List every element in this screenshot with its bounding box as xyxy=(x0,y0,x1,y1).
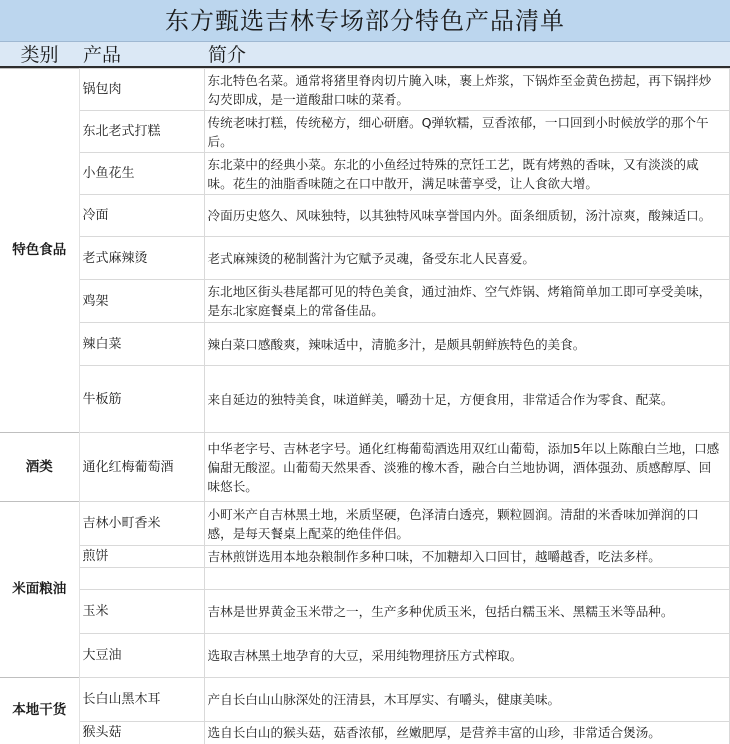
table-row xyxy=(0,153,730,195)
description-cell: 产自长白山山脉深处的汪清县，木耳厚实、有嚼头，健康美味。 xyxy=(204,678,730,722)
product-cell: 冷面 xyxy=(79,195,204,237)
product-cell: 辣白菜 xyxy=(79,323,204,366)
description-cell: 冷面历史悠久、风味独特，以其独特风味享誉国内外。面条细质韧，汤汁凉爽，酸辣适口。 xyxy=(204,195,730,237)
description-cell xyxy=(204,568,730,590)
product-cell: 吉林小町香米 xyxy=(79,502,204,546)
table-body xyxy=(0,68,730,741)
header-product: 产品 xyxy=(83,44,122,66)
table-row xyxy=(0,502,730,546)
table-row xyxy=(0,546,730,568)
description-cell: 选取吉林黑土地孕育的大豆，采用纯物理挤压方式榨取。 xyxy=(204,634,730,678)
header-row xyxy=(0,42,730,68)
description-cell: 老式麻辣烫的秘制酱汁为它赋予灵魂，备受东北人民喜爱。 xyxy=(204,237,730,280)
table-row xyxy=(0,111,730,153)
table-row xyxy=(0,366,730,433)
product-cell: 大豆油 xyxy=(79,634,204,678)
product-cell: 东北老式打糕 xyxy=(79,111,204,153)
product-cell: 锅包肉 xyxy=(79,69,204,111)
header-category: 类别 xyxy=(20,44,59,66)
product-cell: 通化红梅葡萄酒 xyxy=(79,433,204,502)
table-row xyxy=(0,433,730,502)
table-row xyxy=(0,678,730,722)
description-cell: 辣白菜口感酸爽，辣味适中，清脆多汁，是颇具朝鲜族特色的美食。 xyxy=(204,323,730,366)
product-cell: 小鱼花生 xyxy=(79,153,204,195)
product-table xyxy=(0,68,730,744)
product-cell: 老式麻辣烫 xyxy=(79,237,204,280)
description-cell: 吉林煎饼选用本地杂粮制作多种口味，不加糖却入口回甘，越嚼越香，吃法多样。 xyxy=(204,546,730,568)
product-cell: 猴头菇 xyxy=(79,722,204,744)
description-cell: 小町米产自吉林黑土地，米质坚硬，色泽清白透亮，颗粒圆润。清甜的米香味加弹润的口感，是每天餐桌上配菜的绝佳伴侣。 xyxy=(204,502,730,546)
description-cell: 吉林是世界黄金玉米带之一，生产多种优质玉米，包括白糯玉米、黑糯玉米等品种。 xyxy=(204,590,730,634)
product-cell xyxy=(79,568,204,590)
table-row xyxy=(0,195,730,237)
table-row xyxy=(0,280,730,323)
sheet-title: 东方甄选吉林专场部分特色产品清单 xyxy=(0,0,730,42)
header-description: 简介 xyxy=(208,44,247,66)
table-row xyxy=(0,568,730,590)
description-cell: 东北地区街头巷尾都可见的特色美食，通过油炸、空气炸锅、烤箱简单加工即可享受美味，是东北家庭餐桌上的常备佳品。 xyxy=(204,280,730,323)
description-cell: 东北菜中的经典小菜。东北的小鱼经过特殊的烹饪工艺，既有烤熟的香味，又有淡淡的咸味。花生的油脂香味随之在口中散开，满足味蕾享受，让人食欲大增。 xyxy=(204,153,730,195)
table-row xyxy=(0,323,730,366)
product-cell: 牛板筋 xyxy=(79,366,204,433)
table-row xyxy=(0,237,730,280)
category-cell: 米面粮油 xyxy=(0,502,79,678)
product-cell: 玉米 xyxy=(79,590,204,634)
table-row xyxy=(0,722,730,744)
description-cell: 传统老味打糕，传统秘方，细心研磨。Q弹软糯，豆香浓郁，一口回到小时候放学的那个午后。 xyxy=(204,111,730,153)
category-cell: 特色食品 xyxy=(0,69,79,433)
table-row xyxy=(0,590,730,634)
category-cell: 本地干货 xyxy=(0,678,79,744)
table-row xyxy=(0,634,730,678)
table-row xyxy=(0,69,730,111)
description-cell: 东北特色名菜。通常将猪里脊肉切片腌入味，裹上炸浆，下锅炸至金黄色捞起，再下锅拌炒勾芡即成，是一道酸甜口味的菜肴。 xyxy=(204,69,730,111)
product-cell: 长白山黑木耳 xyxy=(79,678,204,722)
category-cell: 酒类 xyxy=(0,433,79,502)
product-cell: 鸡架 xyxy=(79,280,204,323)
product-cell: 煎饼 xyxy=(79,546,204,568)
description-cell: 中华老字号、吉林老字号。通化红梅葡萄酒选用双红山葡萄，添加5年以上陈酿白兰地，口感偏甜无酸涩。山葡萄天然果香、淡雅的橡木香，融合白兰地协调，酒体强劲、质感醇厚、回味悠长。 xyxy=(204,433,730,502)
description-cell: 选自长白山的猴头菇，菇香浓郁，丝嫩肥厚，是营养丰富的山珍，非常适合煲汤。 xyxy=(204,722,730,744)
description-cell: 来自延边的独特美食，味道鲜美，嚼劲十足，方便食用，非常适合作为零食、配菜。 xyxy=(204,366,730,433)
